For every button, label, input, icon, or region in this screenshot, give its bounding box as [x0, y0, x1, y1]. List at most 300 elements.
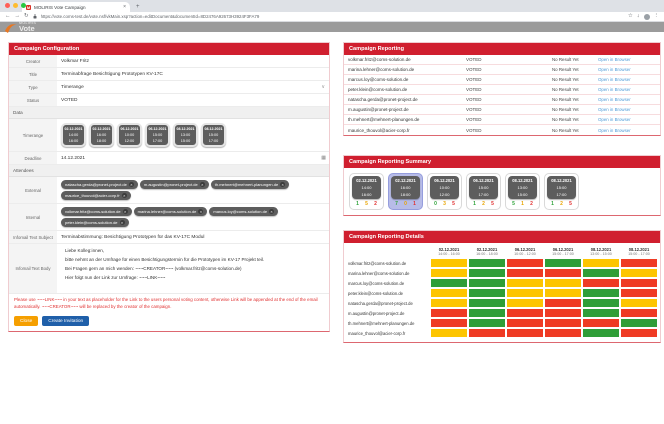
- reporting-email: maurice_thouvol@acier-corp.fr: [348, 127, 410, 133]
- grid-header-spacer: [348, 247, 430, 258]
- reporting-result: No Result Yet: [552, 67, 579, 72]
- vote-cell-green: [468, 288, 506, 298]
- field-label: External: [9, 177, 57, 203]
- open-in-browser-link[interactable]: Open in Browser: [598, 77, 631, 82]
- vote-cell-red: [620, 308, 658, 318]
- attendee-email: marcus.loy@coms-solution.de: [213, 209, 268, 214]
- reporting-row: [344, 65, 660, 75]
- timeslot-tile[interactable]: [61, 123, 86, 147]
- summary-count: 2: [374, 201, 377, 207]
- summary-counts: [508, 199, 537, 207]
- campaign-reporting-summary-panel: [343, 155, 661, 216]
- reporting-result: No Result Yet: [552, 57, 579, 62]
- vote-cell-green: [620, 318, 658, 328]
- timeslot-date: 06.12.2021: [148, 127, 167, 131]
- logo-text: [19, 21, 36, 33]
- panel-title: Campaign Configuration: [9, 43, 329, 55]
- grid-column-date: 06.12.2021: [552, 247, 574, 252]
- summary-count: 5: [491, 201, 494, 207]
- vote-cell-yellow: [620, 298, 658, 308]
- create-invitation-button[interactable]: Create Invitation: [42, 316, 89, 326]
- field-value[interactable]: VOTED: [61, 97, 78, 103]
- vote-cell-red: [620, 288, 658, 298]
- attendee-pill: [61, 207, 132, 216]
- reporting-status: VOTED: [466, 57, 482, 62]
- summary-count: 0: [404, 201, 407, 207]
- attendee-email: natascha.gerda@pronet-project.de: [65, 182, 127, 187]
- summary-tile-start: 10:00: [439, 185, 450, 190]
- app-logo: [4, 21, 36, 35]
- summary-tile[interactable]: [388, 173, 423, 210]
- chevron-down-icon[interactable]: ∨: [321, 84, 325, 90]
- reporting-result: No Result Yet: [552, 127, 579, 133]
- heatmap-row: [348, 268, 656, 278]
- summary-count: 7: [395, 201, 398, 207]
- remove-attendee-icon[interactable]: ×: [201, 182, 204, 187]
- open-in-browser-link[interactable]: Open in Browser: [598, 127, 631, 133]
- reporting-email: marcus.loy@coms-solution.de: [348, 77, 409, 82]
- downloads-icon[interactable]: ↓: [636, 13, 640, 19]
- summary-count: 1: [356, 201, 359, 207]
- summary-tile-date: 08.12.2021: [512, 178, 533, 183]
- section-data: Data: [9, 107, 329, 119]
- heatmap-email: th.mehnert@mehnert-planungen.de: [348, 320, 415, 326]
- timerange-row: [9, 119, 329, 152]
- summary-tile[interactable]: [466, 173, 501, 210]
- browser-tab-strip: [0, 0, 664, 12]
- vote-cell-green: [468, 278, 506, 288]
- summary-count: 5: [365, 201, 368, 207]
- bookmark-star-icon[interactable]: ☆: [627, 13, 633, 19]
- summary-counts: [430, 199, 459, 207]
- details-grid: [344, 243, 660, 342]
- reporting-row: [344, 75, 660, 85]
- vote-cell-yellow: [620, 268, 658, 278]
- close-window-icon[interactable]: [5, 3, 10, 8]
- config-field-row: [9, 94, 329, 107]
- timeslot-date: 06.12.2021: [120, 127, 139, 131]
- calendar-icon[interactable]: ▦: [321, 155, 326, 161]
- summary-tile-date: 02.12.2021: [356, 178, 377, 183]
- heatmap-row: [348, 288, 656, 298]
- heatmap-email: marcus.loy@coms-solution.de: [348, 280, 405, 286]
- summary-count: 5: [569, 201, 572, 207]
- reporting-email: volkmar.fritz@coms-solution.de: [348, 57, 411, 62]
- reporting-status: VOTED: [466, 97, 482, 102]
- vote-cell-red: [506, 258, 544, 268]
- body-line: Hier folgt nun der Link zur Umfrage: ~~~LINK~~~: [65, 275, 166, 280]
- summary-tile-start: 15:00: [556, 185, 567, 190]
- reporting-status: VOTED: [466, 67, 482, 72]
- reporting-result: No Result Yet: [552, 87, 579, 92]
- details-grid-header: [348, 247, 656, 258]
- summary-tile-start: 16:00: [400, 185, 411, 190]
- heatmap-email: volkmar.fritz@coms-solution.de: [348, 260, 407, 266]
- timeslot-tile[interactable]: [145, 123, 170, 147]
- vote-cell-red: [582, 318, 620, 328]
- config-field-row: [9, 55, 329, 68]
- attendee-email: peter.klein@coms-solution.de: [65, 220, 118, 225]
- campaign-configuration-panel: [8, 42, 330, 332]
- url-bar[interactable]: https://vote.coms-test.de/vote.nsf/vkMain.xsp?action=editDocument&documentId=8D2476A92673H3924F3FA79: [40, 14, 260, 19]
- field-label: Infomail Text Body: [9, 244, 57, 293]
- summary-tile-end: 15:00: [517, 192, 528, 197]
- reporting-result: No Result Yet: [552, 117, 579, 122]
- vote-cell-green: [582, 268, 620, 278]
- grid-column-time: 15:00 - 17:00: [552, 252, 574, 256]
- remove-attendee-icon[interactable]: ×: [123, 193, 126, 198]
- grid-column-header: [506, 247, 544, 258]
- vote-cell-red: [506, 308, 544, 318]
- field-value[interactable]: Terminabfrage Besichtigung Prototypen KV-17C: [61, 71, 163, 77]
- timeslot-tile[interactable]: [201, 123, 226, 147]
- summary-counts: [547, 199, 576, 207]
- summary-tile-start: 14:00: [361, 185, 372, 190]
- timeslot-end: 17:00: [208, 139, 219, 143]
- body-line: bitte nehmt an der Umfrage für einen Besichtigungstermin für die Prototypen im KV-17 Projekt teil.: [65, 257, 265, 262]
- summary-tile[interactable]: [544, 173, 579, 210]
- vote-cell-red: [430, 318, 468, 328]
- field-value[interactable]: Timerange ∨: [61, 84, 325, 90]
- vote-cell-red: [506, 328, 544, 338]
- attendee-pill: [140, 180, 209, 189]
- timeslot-start: 13:00: [180, 133, 191, 137]
- menu-icon[interactable]: ⋮: [653, 13, 659, 19]
- grid-column-date: 02.12.2021: [438, 247, 460, 252]
- remove-attendee-icon[interactable]: ×: [281, 182, 284, 187]
- field-label: Title: [9, 68, 57, 80]
- vote-cell-green: [468, 308, 506, 318]
- vote-cell-green: [430, 278, 468, 288]
- timeslot-date: 02.12.2021: [92, 127, 111, 131]
- reporting-status: VOTED: [466, 107, 482, 112]
- browser-toolbar: [0, 12, 664, 22]
- deadline-date: 14.12.2021: [61, 155, 86, 161]
- summary-count: 1: [413, 201, 416, 207]
- timeslot-end: 17:00: [152, 139, 163, 143]
- summary-tile-date: 02.12.2021: [395, 178, 416, 183]
- remove-attendee-icon[interactable]: ×: [130, 182, 133, 187]
- forward-icon[interactable]: →: [14, 13, 20, 19]
- vote-cell-red: [506, 268, 544, 278]
- toolbar-right-icons: [628, 12, 659, 21]
- timeslot-tile[interactable]: [173, 123, 198, 147]
- vote-cell-yellow: [544, 278, 582, 288]
- panel-title: Campaign Reporting Details: [344, 231, 660, 243]
- summary-count: 2: [530, 201, 533, 207]
- reporting-email: th.mehnert@mehnert-planungen.de: [348, 117, 420, 122]
- timeslot-date: 02.12.2021: [64, 127, 83, 131]
- reporting-email: marina.lehner@coms-solution.de: [348, 67, 415, 72]
- reporting-email: peter.klein@coms-solution.de: [348, 87, 408, 92]
- reporting-rows: [344, 55, 660, 135]
- attendee-pill: [61, 180, 138, 189]
- external-attendees-row: [9, 177, 329, 204]
- open-in-browser-link[interactable]: Open in Browser: [598, 117, 631, 122]
- vote-cell-green: [582, 298, 620, 308]
- app-header: [0, 22, 664, 32]
- vote-cell-red: [506, 318, 544, 328]
- heatmap-email: marina.lehner@coms-solution.de: [348, 270, 410, 276]
- timeslot-tile[interactable]: [117, 123, 142, 147]
- grid-column-time: 16:00 - 18:00: [476, 252, 498, 256]
- attendee-pill: [61, 191, 131, 200]
- summary-count: 1: [473, 201, 476, 207]
- vote-cell-green: [582, 288, 620, 298]
- section-attendees: Attendees: [9, 165, 329, 177]
- body-row: [9, 244, 329, 294]
- summary-tile-start: 15:00: [478, 185, 489, 190]
- open-in-browser-link[interactable]: Open in Browser: [598, 97, 631, 102]
- grid-column-header: [620, 247, 658, 258]
- field-label: Deadline: [9, 152, 57, 164]
- attendee-email: th.mehnert@mehnert-planungen.de: [214, 182, 279, 187]
- grid-column-date: 08.12.2021: [590, 247, 612, 252]
- subject-row: [9, 231, 329, 244]
- attendee-pill: [61, 218, 129, 227]
- vote-cell-red: [544, 308, 582, 318]
- reporting-status: VOTED: [466, 77, 482, 82]
- close-button[interactable]: Close: [14, 316, 38, 326]
- body-line: Bei Fragen gern an mich wenden: ~~~CREATOR~~~ (volkmar.fritz@coms-solution.de): [65, 266, 242, 271]
- field-label: Infomail Text Subject: [9, 231, 57, 243]
- campaign-reporting-details-panel: [343, 230, 661, 343]
- vote-cell-red: [544, 318, 582, 328]
- field-value[interactable]: Volkmar Fritz: [61, 58, 89, 64]
- summary-tile-end: 17:00: [478, 192, 489, 197]
- grid-column-date: 06.12.2021: [514, 247, 536, 252]
- new-tab-button[interactable]: +: [136, 4, 140, 10]
- summary-counts: [469, 199, 498, 207]
- vote-cell-yellow: [430, 288, 468, 298]
- timeslot-start: 15:00: [152, 133, 163, 137]
- summary-tile[interactable]: [349, 173, 384, 210]
- deadline-value[interactable]: [57, 152, 329, 164]
- body-line: Liebe Kolleg:innen,: [65, 248, 105, 253]
- vote-cell-green: [582, 308, 620, 318]
- remove-attendee-icon[interactable]: ×: [120, 220, 124, 225]
- summary-count: 5: [512, 201, 515, 207]
- vote-cell-green: [468, 318, 506, 328]
- field-label: Timerange: [9, 119, 57, 151]
- config-field-row: [9, 68, 329, 81]
- summary-tile-card: [508, 176, 537, 199]
- vote-cell-yellow: [430, 268, 468, 278]
- remove-attendee-icon[interactable]: ×: [270, 209, 273, 214]
- maximize-window-icon[interactable]: [21, 3, 26, 8]
- reporting-result: No Result Yet: [552, 107, 579, 112]
- heatmap-row: [348, 318, 656, 328]
- reporting-result: No Result Yet: [552, 97, 579, 102]
- grid-column-header: [468, 247, 506, 258]
- vote-cell-yellow: [506, 298, 544, 308]
- vote-cell-green: [468, 298, 506, 308]
- grid-column-time: 10:00 - 12:00: [514, 252, 536, 256]
- internal-pills: [61, 205, 325, 229]
- grid-column-header: [430, 247, 468, 258]
- attendee-email: m.augustin@pronet-project.de: [143, 182, 198, 187]
- summary-count: 2: [482, 201, 485, 207]
- tab-close-icon[interactable]: ×: [123, 4, 126, 10]
- logo-swoosh-icon: [4, 21, 18, 35]
- vote-cell-yellow: [430, 328, 468, 338]
- remove-attendee-icon[interactable]: ×: [199, 209, 203, 214]
- field-label: Status: [9, 94, 57, 106]
- attendee-pill: [209, 207, 278, 216]
- reporting-row: [344, 95, 660, 105]
- reporting-email: m.augustin@pronet-project.de: [348, 107, 409, 112]
- body-textarea[interactable]: [57, 244, 329, 293]
- vote-cell-red: [582, 278, 620, 288]
- vote-cell-green: [468, 268, 506, 278]
- vote-cell-yellow: [544, 288, 582, 298]
- summary-count: 0: [434, 201, 437, 207]
- grid-column-date: 02.12.2021: [476, 247, 498, 252]
- browser-tab[interactable]: [22, 2, 130, 12]
- vote-cell-yellow: [506, 288, 544, 298]
- timeslot-date: 08.12.2021: [176, 127, 195, 131]
- vote-cell-red: [468, 328, 506, 338]
- vote-cell-green: [468, 258, 506, 268]
- reporting-email: natascha.gerda@pronet-project.de: [348, 97, 418, 102]
- attendee-email: marina.lehner@coms-solution.de: [137, 209, 197, 214]
- heatmap-email: peter.klein@coms-solution.de: [348, 290, 403, 296]
- timeslot-end: 15:00: [180, 139, 191, 143]
- vote-cell-red: [620, 258, 658, 268]
- open-in-browser-link[interactable]: Open in Browser: [598, 67, 631, 72]
- grid-column-time: 14:00 - 16:00: [438, 252, 460, 256]
- heatmap-email: m.augustin@pronet-project.de: [348, 310, 405, 316]
- logo-text-main: Vote: [19, 24, 35, 33]
- summary-tile-date: 08.12.2021: [551, 178, 572, 183]
- vote-cell-green: [544, 258, 582, 268]
- internal-attendees-row: [9, 204, 329, 231]
- grid-column-header: [582, 247, 620, 258]
- summary-tile[interactable]: [505, 173, 540, 210]
- tab-favicon: M: [26, 4, 31, 10]
- heatmap-row: [348, 258, 656, 268]
- summary-count: 5: [452, 201, 455, 207]
- attendee-email: maurice_thouvol@acier-corp.fr: [65, 193, 120, 198]
- grid-column-time: 15:00 - 17:00: [628, 252, 650, 256]
- summary-count: 2: [560, 201, 563, 207]
- summary-counts: [352, 199, 381, 207]
- heatmap-row: [348, 308, 656, 318]
- deadline-row: [9, 152, 329, 165]
- summary-tile-end: 12:00: [439, 192, 450, 197]
- campaign-reporting-panel: [343, 42, 661, 136]
- heatmap-row: [348, 278, 656, 288]
- remove-attendee-icon[interactable]: ×: [123, 209, 127, 214]
- field-label: Creator: [9, 55, 57, 67]
- field-label: Type: [9, 81, 57, 93]
- attendee-pill: [211, 180, 289, 189]
- summary-tile[interactable]: [427, 173, 462, 210]
- summary-tile-start: 13:00: [517, 185, 528, 190]
- back-icon[interactable]: ←: [5, 13, 11, 19]
- vote-cell-yellow: [506, 278, 544, 288]
- grid-column-time: 13:00 - 15:00: [590, 252, 612, 256]
- config-field-row: [9, 81, 329, 94]
- attendee-pill: [134, 207, 208, 216]
- panel-title: Campaign Reporting: [344, 43, 660, 55]
- vote-cell-yellow: [582, 258, 620, 268]
- reporting-row: [344, 125, 660, 135]
- reporting-status: VOTED: [466, 127, 482, 133]
- field-label: Internal: [9, 204, 57, 230]
- timerange-slots: [61, 120, 226, 150]
- summary-count: 1: [521, 201, 524, 207]
- reporting-row: [344, 105, 660, 115]
- vote-cell-yellow: [430, 258, 468, 268]
- timeslot-end: 12:00: [124, 139, 135, 143]
- heatmap-email: natascha.gerda@pronet-project.de: [348, 300, 413, 306]
- open-in-browser-link[interactable]: Open in Browser: [598, 87, 631, 92]
- logo-text-top: MOLIRIS: [19, 21, 37, 25]
- placeholder-note: Please use ~~~LINK~~~ in your text as placeholder for the Link to the users personal voting content, otherwise Link will be appended at the end of the email automatically. ~~~CREATOR~~~ will be replaced by the creator of the campaign.: [14, 297, 318, 309]
- lock-icon: [33, 14, 37, 19]
- vote-cell-yellow: [430, 298, 468, 308]
- reporting-status: VOTED: [466, 87, 482, 92]
- panel-title: Campaign Reporting Summary: [344, 156, 660, 168]
- reporting-row: [344, 115, 660, 125]
- timeslot-start: 15:00: [208, 133, 219, 137]
- external-pills: [61, 178, 325, 202]
- grid-column-date: 08.12.2021: [628, 247, 650, 252]
- summary-tile-card: [352, 176, 381, 199]
- timeslot-end: 18:00: [96, 139, 107, 143]
- timeslot-start: 14:00: [68, 133, 79, 137]
- timeslot-tile[interactable]: [89, 123, 114, 147]
- profile-avatar[interactable]: [644, 14, 650, 20]
- timeslot-end: 16:00: [68, 139, 79, 143]
- summary-count: 1: [551, 201, 554, 207]
- summary-tile-card: [391, 176, 420, 199]
- reporting-row: [344, 55, 660, 65]
- summary-tile-end: 18:00: [400, 192, 411, 197]
- timeslot-start: 16:00: [96, 133, 107, 137]
- summary-tile-card: [430, 176, 459, 199]
- vote-cell-red: [430, 308, 468, 318]
- vote-cell-red: [620, 328, 658, 338]
- tab-title: MOLIRIS Vote Campaign: [34, 4, 86, 10]
- summary-counts: [391, 199, 420, 207]
- reload-icon[interactable]: ↻: [24, 13, 29, 19]
- reporting-result: No Result Yet: [552, 77, 579, 82]
- body-lines: [61, 245, 268, 287]
- details-grid-rows: [348, 258, 656, 338]
- vote-cell-red: [544, 298, 582, 308]
- grid-column-header: [544, 247, 582, 258]
- timeslot-start: 10:00: [124, 133, 135, 137]
- reporting-row: [344, 85, 660, 95]
- open-in-browser-link[interactable]: Open in Browser: [598, 57, 631, 62]
- summary-count: 3: [443, 201, 446, 207]
- vote-cell-red: [620, 278, 658, 288]
- vote-cell-green: [582, 328, 620, 338]
- summary-tile-card: [547, 176, 576, 199]
- vote-cell-red: [544, 268, 582, 278]
- summary-tiles: [344, 168, 660, 215]
- minimize-window-icon[interactable]: [13, 3, 18, 8]
- summary-tile-date: 06.12.2021: [434, 178, 455, 183]
- window-controls: [5, 3, 26, 8]
- open-in-browser-link[interactable]: Open in Browser: [598, 107, 631, 112]
- vote-cell-red: [544, 328, 582, 338]
- heatmap-row: [348, 328, 656, 338]
- summary-tile-card: [469, 176, 498, 199]
- subject-input[interactable]: Terminabstimmung: Besichtigung Prototypen für das KV-17C Modul: [61, 234, 205, 240]
